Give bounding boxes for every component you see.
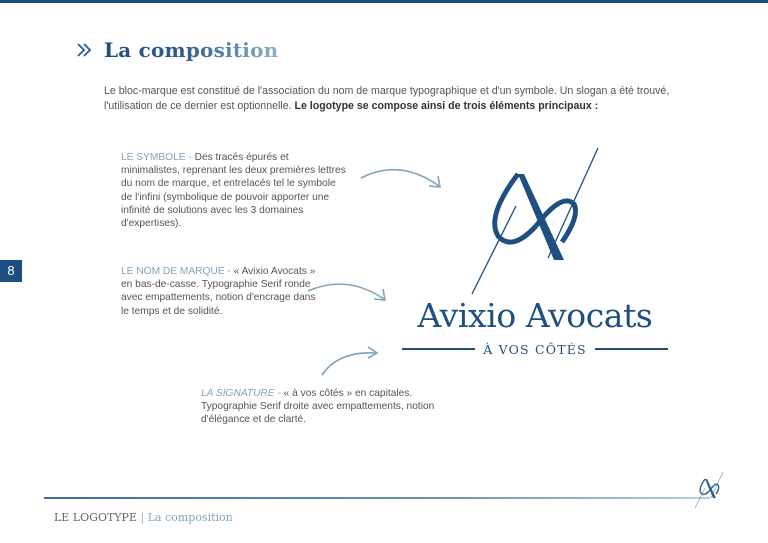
curved-arrow-icon <box>318 345 383 377</box>
element-text: « Avixio Avocats » en bas-de-casse. Typographie Serif ronde avec empattements, notion d'encrage dans le temps et de solidité. <box>121 266 316 317</box>
page-title: La composition <box>104 38 279 62</box>
logo-tagline <box>402 340 668 358</box>
double-chevron-icon <box>76 42 94 58</box>
element-label: LA SIGNATURE - <box>201 388 284 399</box>
curved-arrow-icon <box>302 276 394 306</box>
element-symbol-description <box>121 151 346 230</box>
intro-text: Le bloc-marque est constitué de l'association du nom de marque typographique et d'un symbole. Un slogan a été trouvé, l'utilisation de ce dernier est optionnelle. <box>104 85 670 112</box>
tagline-rule <box>595 348 668 349</box>
element-text: « à vos côtés » en capitales. Typographie Serif droite avec empattements, notion d'élégance et de clarté. <box>201 388 435 426</box>
footer-breadcrumb <box>54 511 233 524</box>
tagline-rule <box>402 348 475 349</box>
element-label: LE SYMBOLE - <box>121 152 195 163</box>
element-brand-name-description <box>121 265 321 318</box>
footer-section: LE LOGOTYPE <box>54 511 137 524</box>
curved-arrow-icon <box>355 160 450 195</box>
footer-symbol-icon <box>693 470 725 510</box>
element-signature-description <box>201 387 446 427</box>
avixio-symbol-logo <box>466 146 606 296</box>
footer-divider <box>44 497 710 499</box>
top-accent-bar <box>0 0 768 3</box>
element-text: Des tracés épurés et minimalistes, reprenant les deux premières lettres du nom de marque, et entrelacés tel le symbole de l'infini (symbolique de pouvoir apporter une infinité de solutions avec les 3 domaines d'expertises). <box>121 152 346 230</box>
page-header <box>76 38 278 62</box>
footer-subsection: La composition <box>147 511 233 524</box>
tagline-text: À VOS CÔTÉS <box>483 341 587 357</box>
page-number-badge: 8 <box>0 260 22 282</box>
footer-separator: | <box>137 511 148 524</box>
logo-brand-name: Avixio Avocats <box>417 296 653 335</box>
intro-paragraph <box>104 84 684 113</box>
element-label: LE NOM DE MARQUE - <box>121 266 234 277</box>
intro-bold: Le logotype se compose ainsi de trois éléments principaux : <box>294 99 599 112</box>
